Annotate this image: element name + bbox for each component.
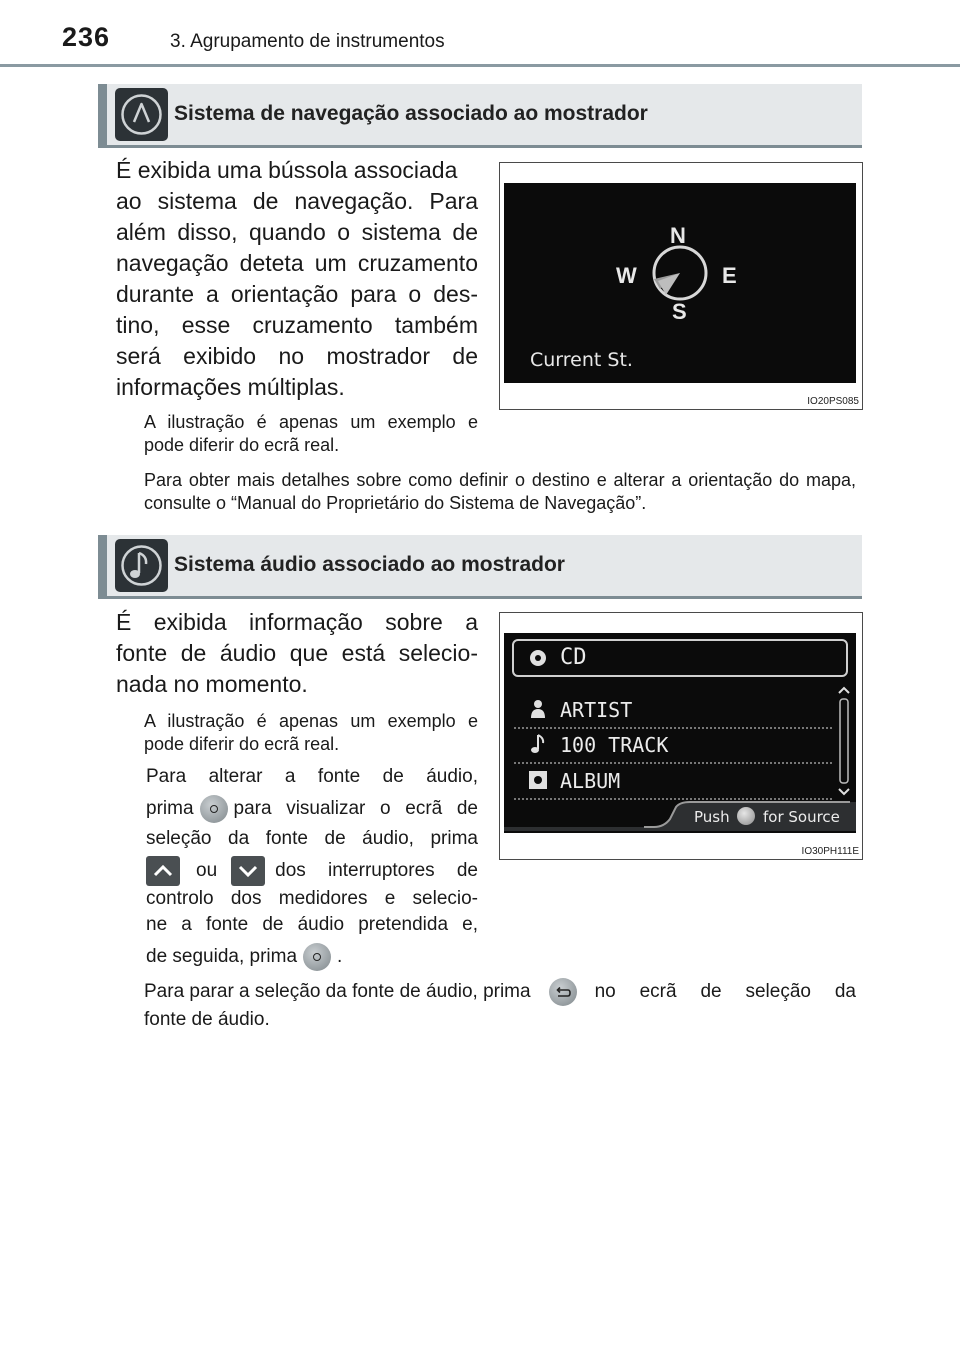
disc-icon: [530, 650, 546, 666]
figure-code: IO20PS085: [807, 396, 859, 407]
step-line: seleção da fonte de áudio, prima: [146, 828, 478, 849]
chevron-up-icon: [146, 856, 180, 886]
compass-screen: [504, 183, 856, 383]
body-line: É exibida uma bússola associada: [116, 157, 458, 183]
section1-body: [116, 155, 478, 403]
for-source-label: for Source: [763, 808, 840, 826]
chapter-title: 3. Agrupamento de instrumentos: [170, 31, 445, 52]
back-button-icon: [549, 978, 577, 1006]
section2-note: A ilustração é apenas um exemplo e pode diferir do ecrã real.: [144, 711, 478, 754]
step-line: de seguida, prima .: [146, 942, 478, 972]
section-title: Sistema áudio associado ao mostrador: [174, 553, 565, 576]
compass-east: E: [722, 263, 737, 288]
page-number: 236: [62, 22, 111, 52]
chevron-down-icon: [231, 856, 265, 886]
header-divider: [0, 64, 960, 67]
list-item: 100 TRACK: [560, 733, 669, 757]
step-line: ne a fonte de áudio pretendida e,: [146, 914, 478, 935]
push-label: Push: [694, 808, 730, 826]
figure-code: IO30PH111E: [801, 846, 859, 857]
audio-figure: [499, 612, 863, 860]
body-line: É exibida informação sobre a: [116, 609, 478, 635]
step-line: controlo dos medidores e selecio-: [146, 888, 478, 909]
stop-line: Para parar a seleção da fonte de áudio, prima no ecrã de seleção da: [144, 977, 856, 1007]
step-line: prima para visualizar o ecrã de: [146, 794, 478, 824]
music-note-icon: [115, 539, 168, 592]
scrollbar[interactable]: [837, 685, 851, 799]
body-line: ao sistema de navegação. Para: [116, 188, 478, 214]
music-note-icon: [530, 733, 546, 755]
body-line: informações múltiplas.: [116, 374, 345, 400]
step-line: Para alterar a fonte de áudio,: [146, 766, 478, 787]
section-header-navigation: [98, 84, 862, 148]
person-icon: [530, 699, 546, 719]
body-line: navegação deteta um cruzamento: [116, 250, 478, 276]
body-line: tino, esse cruzamento também: [116, 312, 478, 338]
navigation-icon: [115, 88, 168, 141]
album-icon: [529, 771, 547, 789]
push-knob-icon: [737, 807, 755, 825]
compass-south: S: [672, 299, 687, 324]
compass-west: W: [616, 263, 637, 288]
body-line: nada no momento.: [116, 671, 308, 697]
compass-figure: [499, 162, 863, 410]
current-street: Current St.: [530, 349, 633, 371]
section1-detail: Para obter mais detalhes sobre como definir o destino e alterar a orientação do mapa, consulte o “Manual do Proprietário do Sistema de Navegação”.: [144, 470, 856, 513]
source-select-button-icon: [200, 795, 228, 823]
compass-north: N: [670, 223, 686, 248]
section-title: Sistema de navegação associado ao mostrador: [174, 102, 648, 125]
body-line: será exibido no mostrador de: [116, 343, 478, 369]
section1-note: A ilustração é apenas um exemplo e pode diferir do ecrã real.: [144, 412, 478, 455]
body-line: fonte de áudio que está selecio-: [116, 640, 478, 666]
section2-body: [116, 607, 478, 700]
audio-screen: [504, 633, 856, 833]
body-line: além disso, quando o sistema de: [116, 219, 478, 245]
list-item: ARTIST: [560, 698, 633, 722]
section-header-audio: [98, 535, 862, 599]
list-item: ALBUM: [560, 769, 621, 793]
stop-line: fonte de áudio.: [144, 1009, 270, 1030]
body-line: durante a orientação para o des-: [116, 281, 478, 307]
step-line: ou dos interruptores de: [146, 856, 478, 886]
source-select-button-icon: [303, 943, 331, 971]
source-label: CD: [560, 645, 587, 670]
